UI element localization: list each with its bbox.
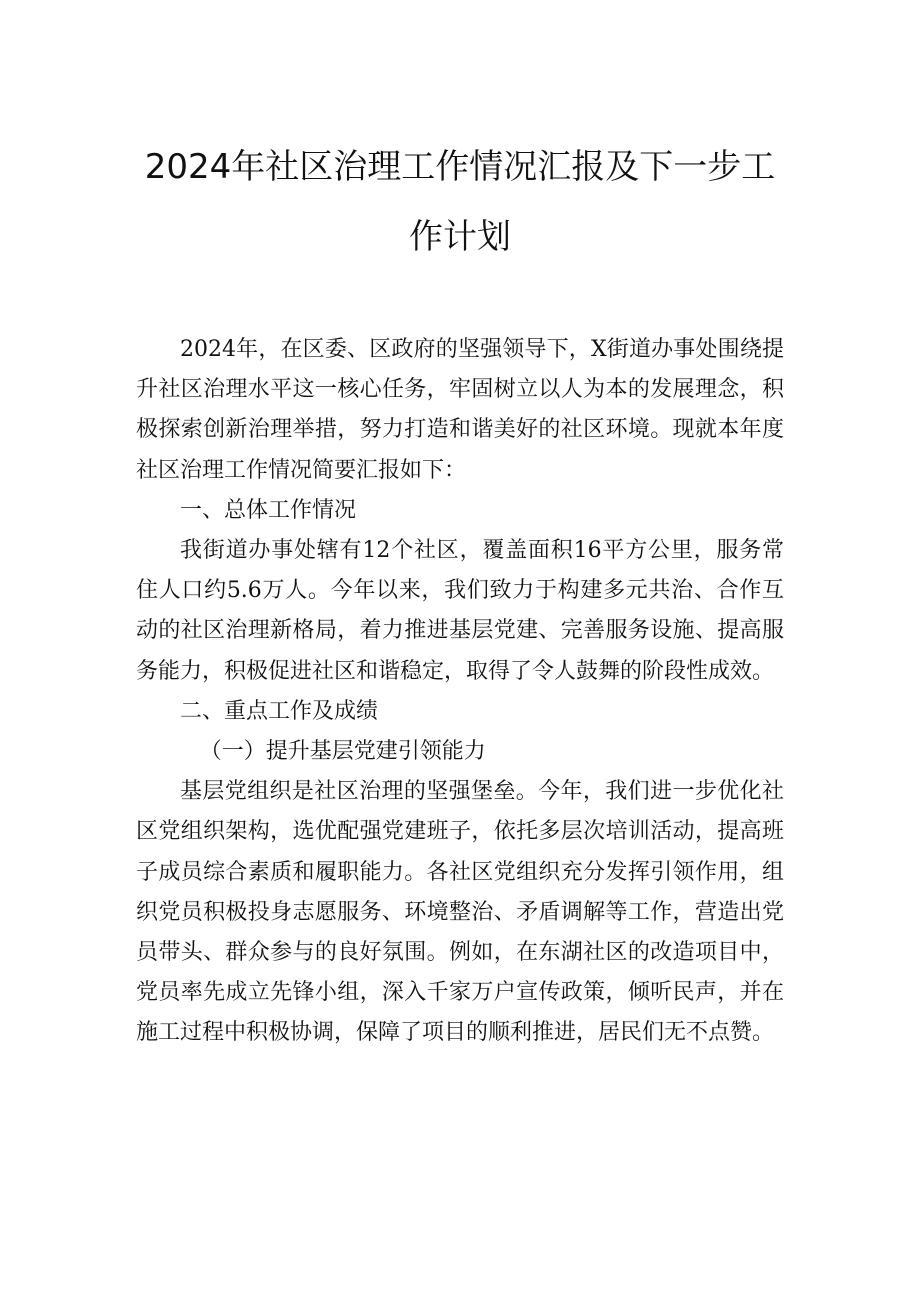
document-title-line-1: 2024年社区治理工作情况汇报及下一步工 (144, 147, 776, 187)
document-body (136, 330, 784, 1054)
document-title (136, 132, 784, 272)
overall-work-paragraph: 我街道办事处辖有12个社区，覆盖面积16平方公里，服务常住人口约5.6万人。今年以来，我们致力于构建多元共治、合作互动的社区治理新格局，着力推进基层党建、完善服务设施、提高服务能力，积极促进社区和谐稳定，取得了令人鼓舞的阶段性成效。 (136, 538, 784, 684)
document-title-line-2: 作计划 (409, 217, 511, 257)
subsection-heading-party-building: （一）提升基层党建引领能力 (199, 739, 486, 765)
section-heading-key-work: 二、重点工作及成绩 (180, 698, 379, 724)
intro-paragraph: 2024年，在区委、区政府的坚强领导下，X街道办事处围绕提升社区治理水平这一核心任务，牢固树立以人为本的发展理念，积极探索创新治理举措，努力打造和谐美好的社区环境。现就本年度社区治理工作情况简要汇报如下： (136, 337, 784, 483)
section-heading-overall-work: 一、总体工作情况 (180, 497, 357, 523)
party-building-paragraph: 基层党组织是社区治理的坚强堡垒。今年，我们进一步优化社区党组织架构，选优配强党建班子，依托多层次培训活动，提高班子成员综合素质和履职能力。各社区党组织充分发挥引领作用，组织党员积极投身志愿服务、环境整治、矛盾调解等工作，营造出党员带头、群众参与的良好氛围。例如，在东湖社区的改造项目中，党员率先成立先锋小组，深入千家万户宣传政策，倾听民声，并在施工过程中积极协调，保障了项目的顺利推进，居民们无不点赞。 (136, 779, 784, 1046)
